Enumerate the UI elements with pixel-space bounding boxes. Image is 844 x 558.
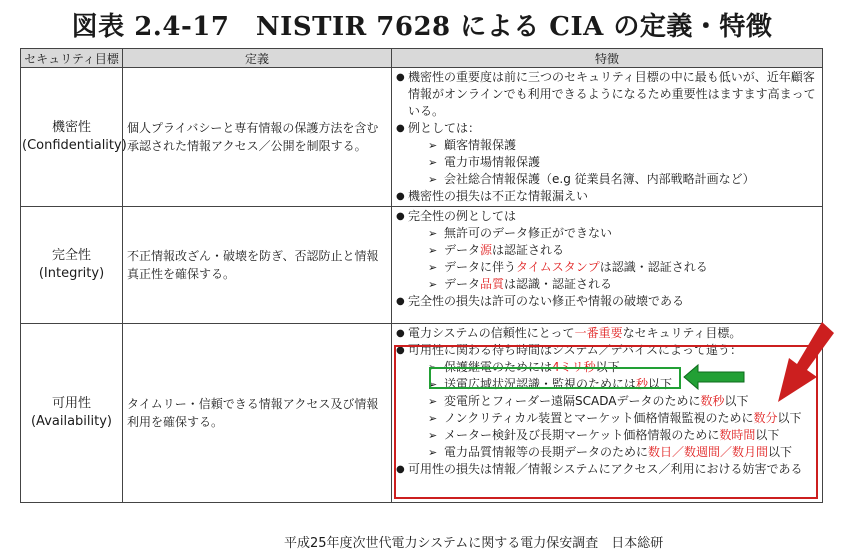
sub-item: ➢ メーター検針及び長期マーケット価格情報のために数時間以下	[444, 427, 818, 444]
sub-item: ➢ 保護継電のためには4ミリ秒以下	[444, 359, 818, 376]
goal-name-en: (Confidentiality)	[22, 138, 127, 153]
feature-text: 例としては：	[408, 121, 481, 135]
sub-item: ➢ データ源は認証される	[444, 242, 818, 259]
feature-text: 完全性の例としては	[408, 209, 517, 223]
sub-item: ➢ 電力品質情報等の長期データのために数日／数週間／数月間以下	[444, 444, 818, 461]
feature-text: 可用性に関わる待ち時間はシステム／デバイスによって違う：	[408, 343, 742, 357]
definition-cell: タイムリー・信頼できる情報アクセス及び情報利用を確保する。	[123, 324, 392, 503]
definition-cell: 不正情報改ざん・破壊を防ぎ、否認防止と情報真正性を確保する。	[123, 207, 392, 324]
sub-item: ➢ 電力市場情報保護	[444, 154, 818, 171]
goal-name-en: (Integrity)	[38, 266, 105, 281]
sub-item: ➢ 無許可のデータ修正ができない	[444, 225, 818, 242]
source-caption: 平成25年度次世代電力システムに関する電力保安調査 日本総研	[284, 536, 664, 551]
feature-text: 機密性の損失は不正な情報漏えい	[408, 189, 589, 203]
sub-item: ➢ ノンクリティカル装置とマーケット価格情報監視のために数分以下	[444, 410, 818, 427]
sub-item: ➢ データに伴うタイムスタンプは認識・認証される	[444, 259, 818, 276]
red-arrow-icon	[778, 322, 834, 402]
sub-item: ➢ 会社総合情報保護（e.g 従業員名簿、内部戦略計画など）	[444, 171, 818, 188]
header-feature: 特徴	[392, 49, 823, 68]
sub-item: ➢ データ品質は認識・認証される	[444, 276, 818, 293]
feature-text: 機密性の重要度は前に三つのセキュリティ目標の中に最も低いが、近年顧客情報がオンラインでも利用できるようになるため重要性はますます高まっている。	[408, 70, 816, 118]
goal-name-en: (Availability)	[30, 414, 112, 429]
feature-text: 可用性の損失は情報／情報システムにアクセス／利用における妨害である	[408, 462, 803, 476]
feature-item: ● 電力システムの信頼性にとって一番重要なセキュリティ目標。	[408, 325, 818, 342]
goal-name: 完全性	[51, 248, 91, 263]
header-goal: セキュリティ目標	[21, 49, 123, 68]
goal-name: 機密性	[51, 120, 91, 135]
definition-cell: 個人プライバシーと専有情報の保護方法を含む承認された情報アクセス／公開を制限する。	[123, 68, 392, 207]
sub-item: ➢ 顧客情報保護	[444, 137, 818, 154]
green-arrow-icon	[684, 365, 744, 389]
header-definition: 定義	[123, 49, 392, 68]
feature-text: 完全性の損失は許可のない修正や情報の破壊である	[408, 294, 685, 308]
sub-item: ➢ 変電所とフィーダー遠隔SCADAデータのために数秒以下	[444, 393, 818, 410]
figure-title: 図表 2.4-17 NISTIR 7628 による CIA の定義・特徴	[71, 12, 773, 42]
sub-item: ➢ 送電広域状況認識・監視のためには秒以下	[444, 376, 818, 393]
goal-name: 可用性	[51, 396, 91, 411]
